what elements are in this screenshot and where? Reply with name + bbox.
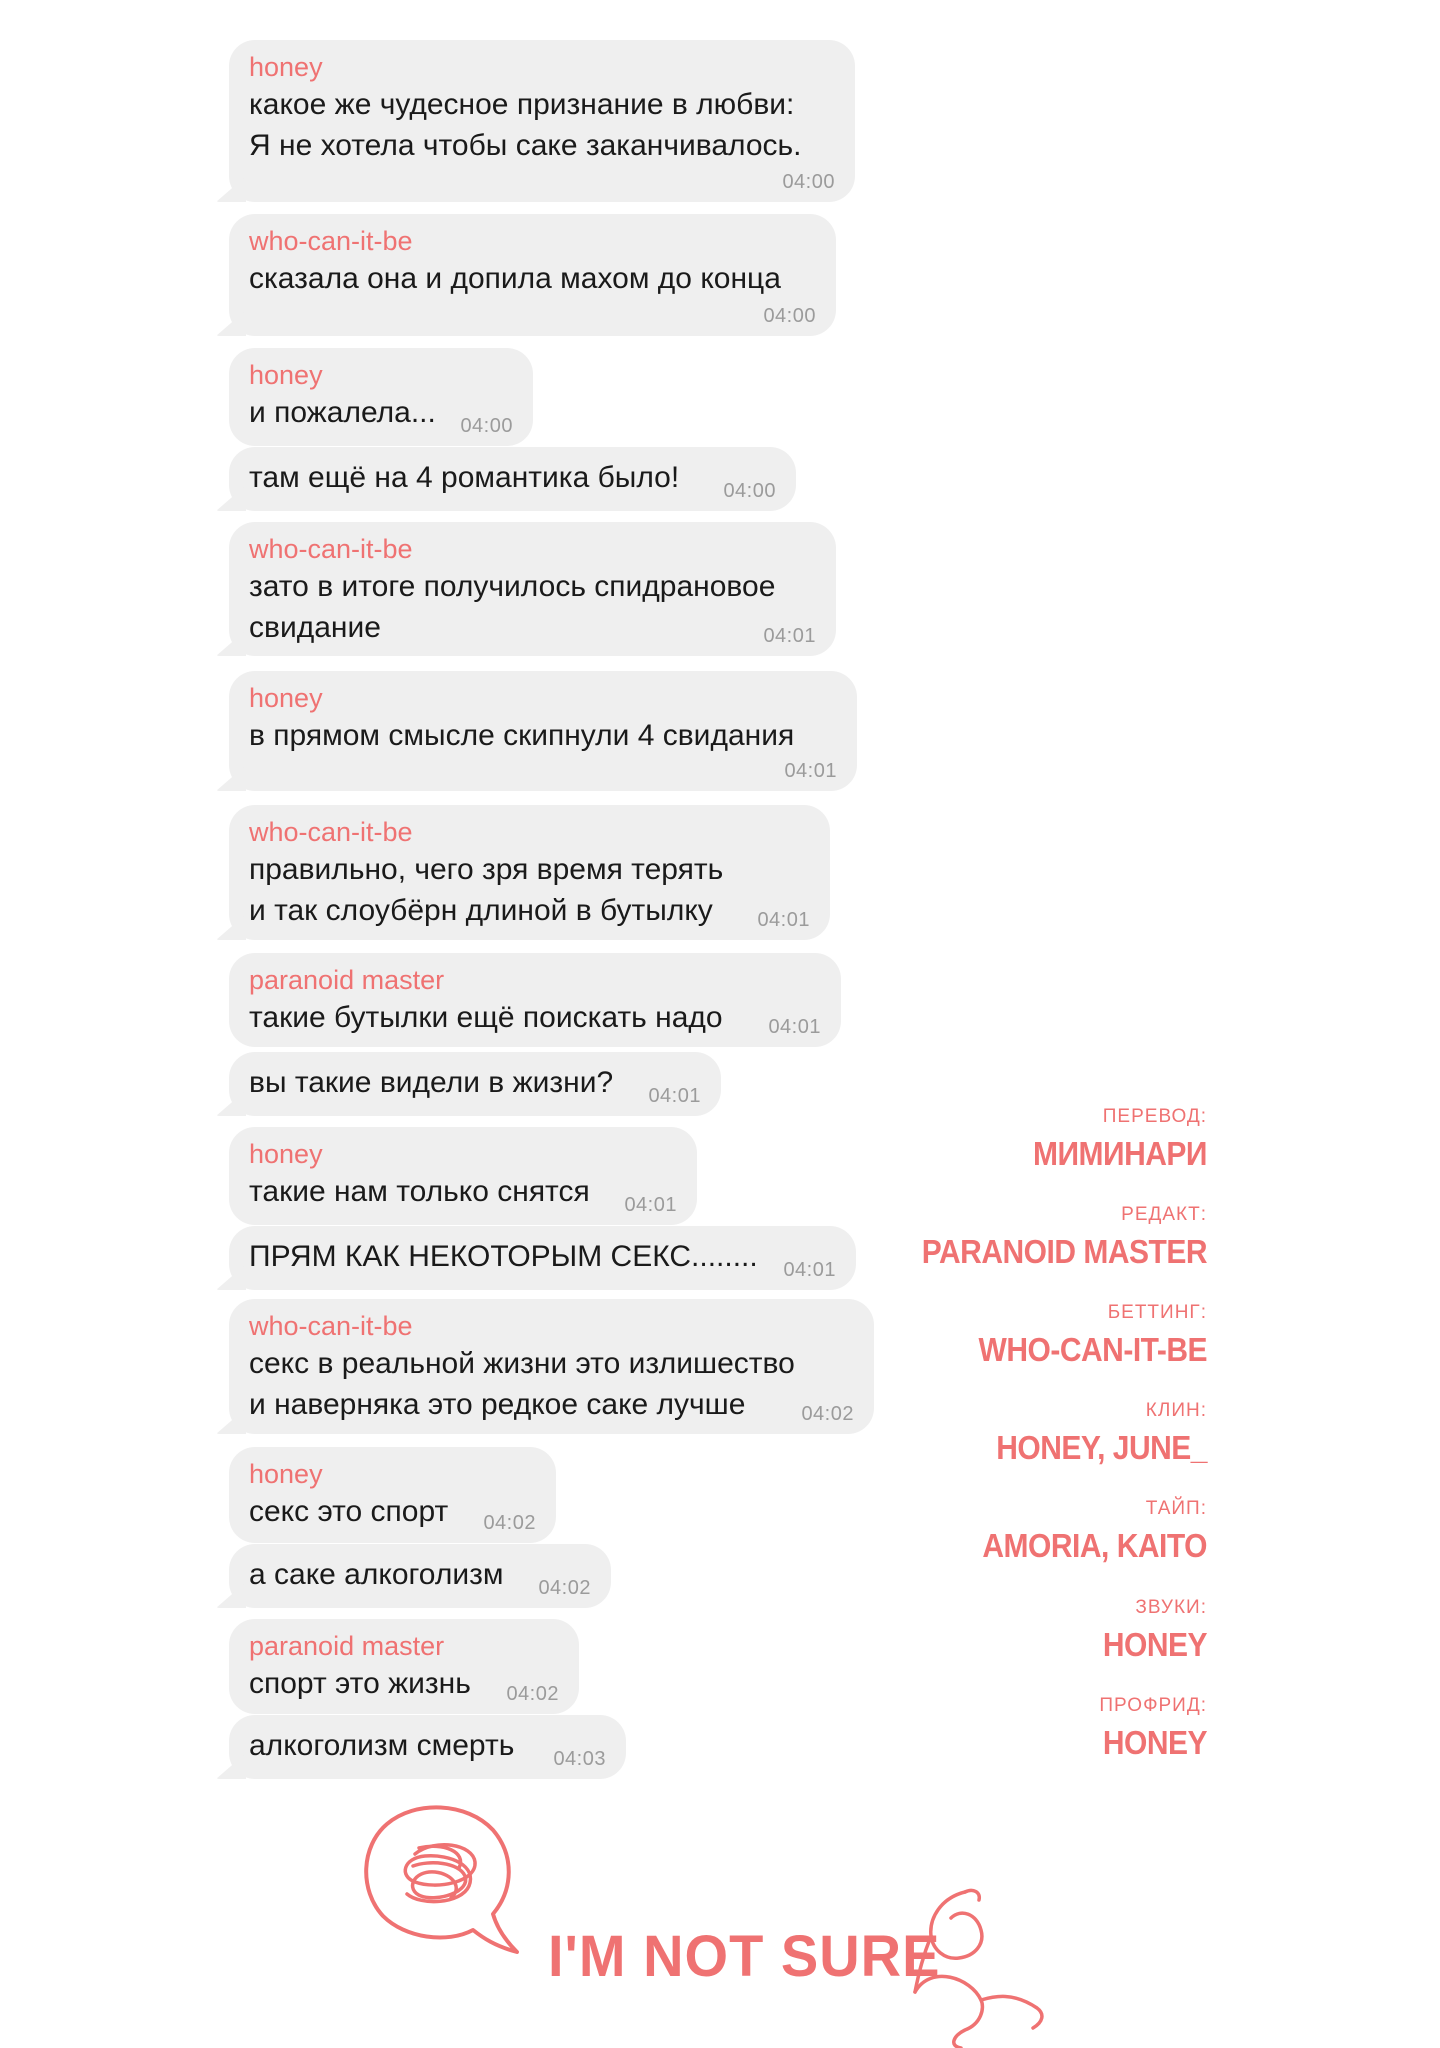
message-bubble[interactable]: [229, 214, 836, 336]
credit-label-type: ТАЙП:: [1145, 1498, 1207, 1519]
message-time: 04:01: [757, 909, 810, 931]
message-bubble[interactable]: [229, 953, 841, 1047]
credit-label-proofread: ПРОФРИД:: [1099, 1695, 1207, 1716]
message-text: алкоголизм смерть: [249, 1729, 515, 1762]
message-text: вы такие видели в жизни?: [249, 1066, 614, 1099]
credit-label-edit: РЕДАКТ:: [1121, 1204, 1207, 1225]
message-bubble[interactable]: [229, 1544, 611, 1608]
message-text: такие бутылки ещё поискать надо: [249, 1001, 723, 1034]
message-text: такие нам только снятся: [249, 1175, 590, 1208]
message-sender: who-can-it-be: [249, 534, 413, 564]
credit-value-betting: WHO-CAN-IT-BE: [978, 1331, 1207, 1369]
message-sender: who-can-it-be: [249, 1311, 413, 1341]
message-time: 04:01: [648, 1085, 701, 1107]
message-sender: paranoid master: [249, 965, 445, 995]
message-bubble[interactable]: [229, 1226, 856, 1290]
message-sender: honey: [249, 52, 323, 82]
message-bubble[interactable]: [229, 671, 857, 791]
message-time: 04:00: [460, 415, 513, 437]
message-text: сказала она и допила махом до конца: [249, 262, 781, 295]
message-sender: honey: [249, 1459, 323, 1489]
message-text: секс это спорт: [249, 1495, 449, 1528]
message-text: в прямом смысле скипнули 4 свидания: [249, 719, 795, 752]
credit-label-clean: КЛИН:: [1145, 1400, 1207, 1421]
message-text: правильно, чего зря время терять и так слоубёрн длиной в бутылку: [249, 853, 724, 927]
message-time: 04:00: [763, 305, 816, 327]
message-sender: honey: [249, 683, 323, 713]
message-text: а саке алкоголизм: [249, 1558, 504, 1591]
credit-value-proofread: HONEY: [1102, 1724, 1207, 1762]
credit-value-clean: HONEY, JUNE_: [996, 1429, 1207, 1467]
message-bubble[interactable]: [229, 1299, 874, 1434]
message-time: 04:01: [763, 625, 816, 647]
message-time: 04:02: [801, 1403, 854, 1425]
message-text: и пожалела...: [249, 396, 436, 429]
message-bubble[interactable]: [229, 1715, 626, 1779]
message-time: 04:02: [506, 1683, 559, 1705]
message-time: 04:02: [538, 1577, 591, 1599]
credit-value-type: AMORIA, KAITO: [982, 1527, 1207, 1565]
message-bubble[interactable]: [229, 1127, 697, 1225]
message-bubble[interactable]: [229, 1619, 579, 1714]
message-text: секс в реальной жизни это излишество и наверняка это редкое саке лучше: [249, 1347, 795, 1421]
message-bubble[interactable]: [229, 348, 533, 446]
message-bubble[interactable]: [229, 1052, 721, 1116]
credit-value-translation: МИМИНАРИ: [1032, 1135, 1207, 1173]
message-time: 04:03: [553, 1748, 606, 1770]
message-bubble[interactable]: [229, 1447, 556, 1543]
logo-wordmark: I'M NOT SURE: [548, 1922, 941, 1989]
message-sender: paranoid master: [249, 1631, 445, 1661]
message-time: 04:01: [768, 1016, 821, 1038]
credit-value-edit: PARANOID MASTER: [921, 1233, 1207, 1271]
message-bubble[interactable]: [229, 40, 855, 202]
credit-label-betting: БЕТТИНГ:: [1107, 1302, 1207, 1323]
message-sender: who-can-it-be: [249, 226, 413, 256]
message-sender: honey: [249, 1139, 323, 1169]
message-time: 04:01: [783, 1259, 836, 1281]
message-time: 04:00: [723, 480, 776, 502]
message-text: там ещё на 4 романтика было!: [249, 461, 680, 494]
message-text: ПРЯМ КАК НЕКОТОРЫМ СЕКС........: [249, 1240, 758, 1273]
message-time: 04:01: [784, 760, 837, 782]
message-text: зато в итоге получилось спидрановое свидание: [249, 570, 776, 644]
message-time: 04:01: [624, 1194, 677, 1216]
message-sender: who-can-it-be: [249, 817, 413, 847]
message-bubble[interactable]: [229, 805, 830, 940]
speech-bubble-scribble-icon: [355, 1798, 535, 1958]
message-time: 04:00: [782, 171, 835, 193]
message-bubble[interactable]: [229, 522, 836, 656]
message-time: 04:02: [483, 1512, 536, 1534]
message-text: какое же чудесное признание в любви: Я не хотела чтобы саке заканчивалось.: [249, 88, 802, 162]
message-bubble[interactable]: [229, 447, 796, 511]
credit-value-sounds: HONEY: [1102, 1626, 1207, 1664]
message-text: спорт это жизнь: [249, 1667, 471, 1700]
message-sender: honey: [249, 360, 323, 390]
credit-label-translation: ПЕРЕВОД:: [1102, 1106, 1207, 1127]
squiggle-doodle-icon: [905, 1868, 1050, 2048]
credit-label-sounds: ЗВУКИ:: [1135, 1597, 1207, 1618]
